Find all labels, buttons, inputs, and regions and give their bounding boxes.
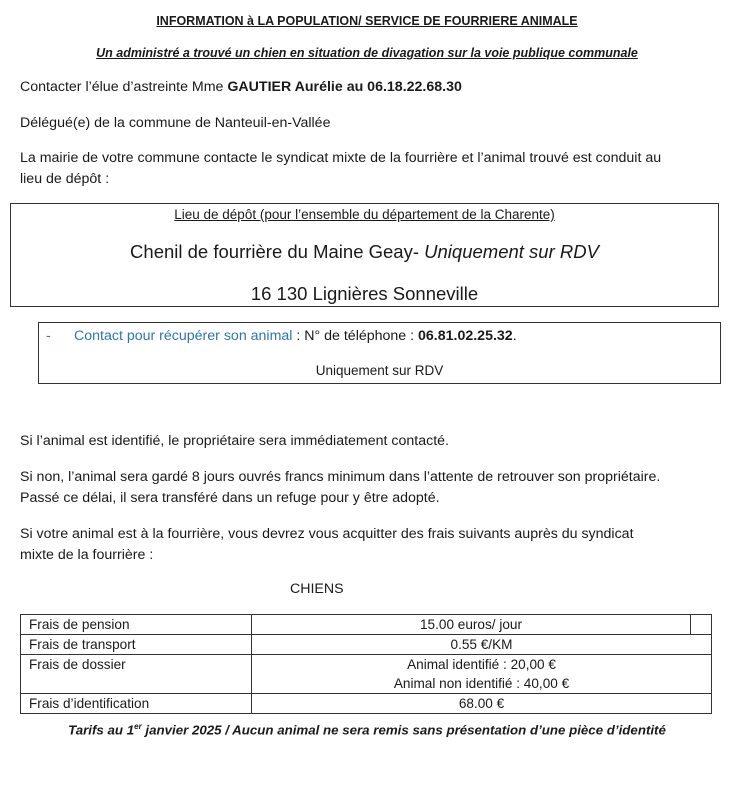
bullet-dash: -	[46, 328, 51, 344]
table-row	[21, 655, 712, 694]
contact-line	[46, 328, 517, 344]
fee-value: 0.55 €/KM	[252, 635, 712, 655]
fee-label: Frais de pension	[21, 615, 252, 635]
page-subtitle: Un administré a trouvé un chien en situation de divagation sur la voie publique communale	[96, 46, 638, 60]
fee-label: Frais de dossier	[21, 655, 252, 694]
contact-dot: .	[512, 328, 517, 344]
contact-label: Contact pour récupérer son animal	[74, 328, 293, 344]
footer-prefix: Tarifs au 1	[68, 722, 135, 738]
fee-value	[252, 655, 712, 694]
fee-value: 68.00 €	[252, 694, 712, 714]
delegue-text: Délégué(e) de la commune de Nanteuil-en-Vallée	[20, 115, 331, 131]
fees-heading: CHIENS	[290, 581, 344, 597]
not-identified-line1: Si non, l’animal sera gardé 8 jours ouvrés francs minimum dans l’attente de retrouver son propriétaire.	[20, 469, 661, 485]
fee-value-identified: Animal identifié : 20,00 €	[407, 657, 556, 672]
fees-intro-line1: Si votre animal est à la fourrière, vous devrez vous acquitter des frais suivants auprès du syndicat	[20, 526, 634, 542]
depot-name-rdv: Uniquement sur RDV	[424, 241, 599, 262]
depot-title: Lieu de dépôt (pour l’ensemble du département de la Charente)	[174, 207, 555, 222]
depot-name-text: Chenil de fourrière du Maine Geay-	[130, 241, 425, 262]
fees-table	[20, 614, 712, 714]
table-row	[21, 635, 712, 655]
not-identified-line2: Passé ce délai, il sera transféré dans un refuge pour y être adopté.	[20, 490, 440, 506]
page-title: INFORMATION à LA POPULATION/ SERVICE DE FOURRIERE ANIMALE	[156, 14, 578, 28]
contact-rdv: Uniquement sur RDV	[315, 363, 444, 378]
fee-value-non-identified: Animal non identifié : 40,00 €	[393, 676, 570, 691]
table-row	[21, 694, 712, 714]
contact-elue	[20, 77, 462, 98]
depot-name	[10, 241, 719, 263]
footer-note	[0, 722, 734, 737]
empty-cell	[691, 615, 712, 635]
contact-elue-name: GAUTIER Aurélie au 06.18.22.68.30	[227, 79, 462, 95]
table-row	[21, 615, 712, 635]
footer-sup: er	[134, 722, 142, 731]
contact-colon: : N° de téléphone :	[292, 328, 419, 344]
fee-label: Frais d’identification	[21, 694, 252, 714]
fee-label: Frais de transport	[21, 635, 252, 655]
contact-elue-prefix: Contacter l’élue d’astreinte Mme	[20, 79, 228, 95]
fees-intro-line2: mixte de la fourrière :	[20, 547, 154, 563]
mairie-text-line1: La mairie de votre commune contacte le syndicat mixte de la fourrière et l’animal trouvé est conduit au	[20, 150, 662, 166]
fee-value: 15.00 euros/ jour	[252, 615, 691, 635]
depot-address: 16 130 Lignières Sonneville	[250, 283, 479, 304]
identified-text: Si l’animal est identifié, le propriétaire sera immédiatement contacté.	[20, 433, 449, 449]
mairie-text-line2: lieu de dépôt :	[20, 171, 110, 187]
contact-phone: 06.81.02.25.32	[418, 328, 513, 344]
footer-suffix: janvier 2025 / Aucun animal ne sera remis sans présentation d’une pièce d’identité	[141, 722, 666, 738]
